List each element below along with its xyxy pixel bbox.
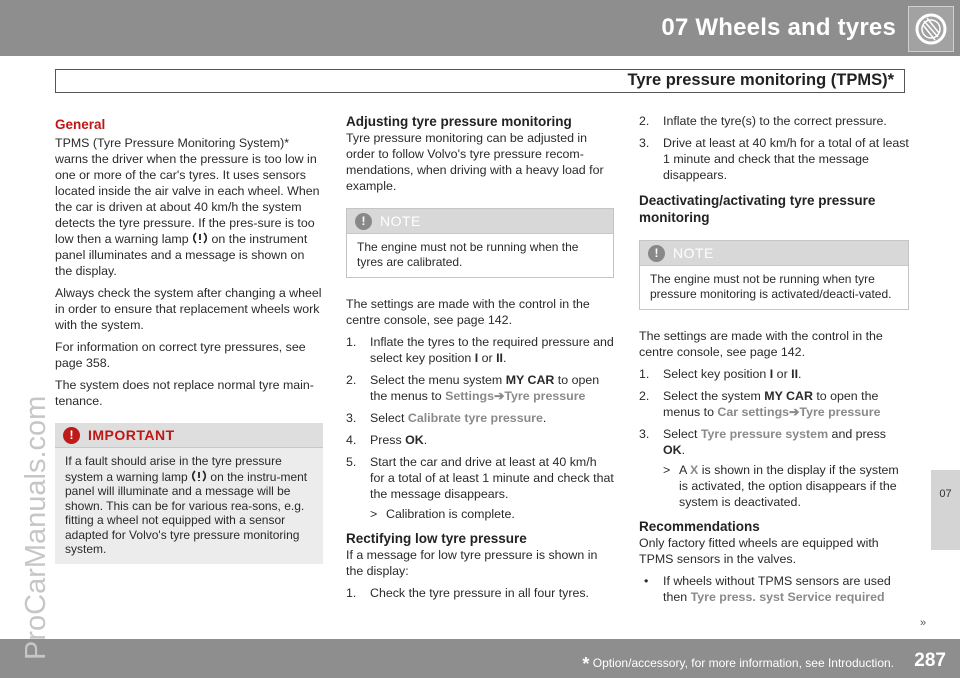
heading-general: General [55, 117, 106, 132]
arrow-right-icon: ➔ [789, 405, 800, 419]
list-item: • If wheels without TPMS sensors are used then Tyre press. syst Service required [644, 574, 891, 604]
tyre-warning-icon [192, 231, 208, 244]
list-item: 2. Inflate the tyre(s) to the correct pressure. [639, 114, 887, 128]
next-page-arrow[interactable]: » [920, 617, 925, 629]
chapter-tab[interactable] [931, 470, 960, 550]
list-item: 3. Drive at least at 40 km/h for a total of at least 1 minute and check that the message disappears. [639, 136, 909, 182]
paragraph-intro: TPMS (Tyre Pressure Monitoring System)* warns the driver when the pressure is too low in one or more of the car's tyres. It uses sensors located inside the air valve in each wheel. When the car is driven at about 40 km/h the system detects the tyre pressure. If the pres-sure is too low then a warning lamp on the instrument panel illuminates and a message is shown on the display. [55, 136, 320, 278]
important-title: IMPORTANT [88, 427, 175, 443]
note-box [346, 208, 614, 278]
important-text: If a fault should arise in the tyre pressure system a warning lamp on the instru-ment panel will illuminate and a message will be shown. This can be for various rea-sons, e.g. fitting a wheel not equipped with a sensor adapted for Volvo's tyre pressure monitoring system. [65, 454, 308, 556]
note-header [347, 209, 613, 234]
paragraph-pressures: For information on correct tyre pressures, see page 358. [55, 340, 306, 370]
list-item: 1. Inflate the tyres to the required pressure and select key position I or II. [346, 335, 614, 365]
paragraph-adjust-intro: Tyre pressure monitoring can be adjusted in order to follow Volvo's tyre pressure recom-mendations, when driving with a heavy load for example. [346, 131, 604, 193]
chapter-title: 07 Wheels and tyres [661, 14, 896, 41]
result-line: > A X is shown in the display if the system is activated, the option disappears if the system is deactivated. [663, 463, 899, 509]
page-footer [0, 639, 960, 678]
info-icon: ! [355, 213, 372, 230]
list-item: 1. Select key position I or II. [639, 367, 802, 381]
list-item: 1. Check the tyre pressure in all four tyres. [346, 586, 589, 600]
deactivation-steps [639, 366, 909, 458]
chapter-header [0, 0, 960, 56]
note-text: The engine must not be running when the tyres are calibrated. [357, 240, 579, 269]
list-item: 4. Press OK. [346, 433, 428, 447]
note-text: The engine must not be running when tyre pressure monitoring is activated/deacti-vated. [650, 272, 892, 301]
note-title: NOTE [673, 245, 714, 261]
paragraph-recommendations: Only factory fitted wheels are equipped with TPMS sensors in the valves. [639, 536, 879, 566]
watermark: ProCarManuals.com [20, 395, 52, 660]
column-general [55, 113, 323, 582]
heading-adjusting: Adjusting tyre pressure monitoring [346, 114, 572, 129]
paragraph-check: Always check the system after changing a wheel in order to ensure that replacement wheels work with the system. [55, 286, 322, 332]
paragraph-rectify-intro: If a message for low tyre pressure is shown in the display: [346, 548, 598, 578]
paragraph-settings: The settings are made with the control in the centre console, see page 142. [639, 329, 883, 359]
calibration-steps [346, 334, 614, 502]
chapter-tab-label: 07 [939, 488, 952, 500]
note-box [639, 240, 909, 310]
section-title-bar [55, 69, 905, 93]
paragraph-maintenance: The system does not replace normal tyre main-tenance. [55, 378, 314, 408]
exclamation-icon: ! [63, 427, 80, 444]
heading-rectifying: Rectifying low tyre pressure [346, 531, 527, 546]
heading-deactivating: Deactivating/activating tyre pressure monitoring [639, 193, 876, 225]
note-header [640, 241, 908, 266]
list-item: 3. Select Tyre pressure system and press OK. [639, 427, 886, 457]
important-box [55, 423, 323, 564]
list-item: 2. Select the menu system MY CAR to open the menus to Settings➔Tyre pressure [346, 373, 600, 403]
note-title: NOTE [380, 213, 421, 229]
paragraph-settings: The settings are made with the control in the centre console, see page 142. [346, 297, 590, 327]
list-item: 5. Start the car and drive at least at 40 km/h for a total of at least 1 minute and check that the message disappears. [346, 455, 614, 501]
rectify-steps [346, 585, 614, 601]
arrow-right-icon: ➔ [493, 389, 505, 403]
heading-recommendations: Recommendations [639, 519, 760, 534]
section-title: Tyre pressure monitoring (TPMS)* [627, 71, 894, 89]
column-adjusting [346, 113, 614, 607]
page-number: 287 [914, 650, 946, 671]
column-deactivating [639, 113, 909, 605]
info-icon: ! [648, 245, 665, 262]
list-item: 2. Select the system MY CAR to open the menus to Car settings➔Tyre pressure [639, 389, 881, 419]
result-line: > Calibration is complete. [370, 507, 515, 521]
tyre-icon [908, 6, 954, 52]
recommendation-list [639, 573, 909, 605]
important-header [55, 423, 323, 448]
tyre-warning-icon [191, 469, 207, 482]
rectify-steps-cont [639, 113, 909, 183]
footnote: * Option/accessory, for more information, see Introduction. [582, 654, 894, 674]
list-item: 3. Select Calibrate tyre pressure. [346, 411, 547, 425]
